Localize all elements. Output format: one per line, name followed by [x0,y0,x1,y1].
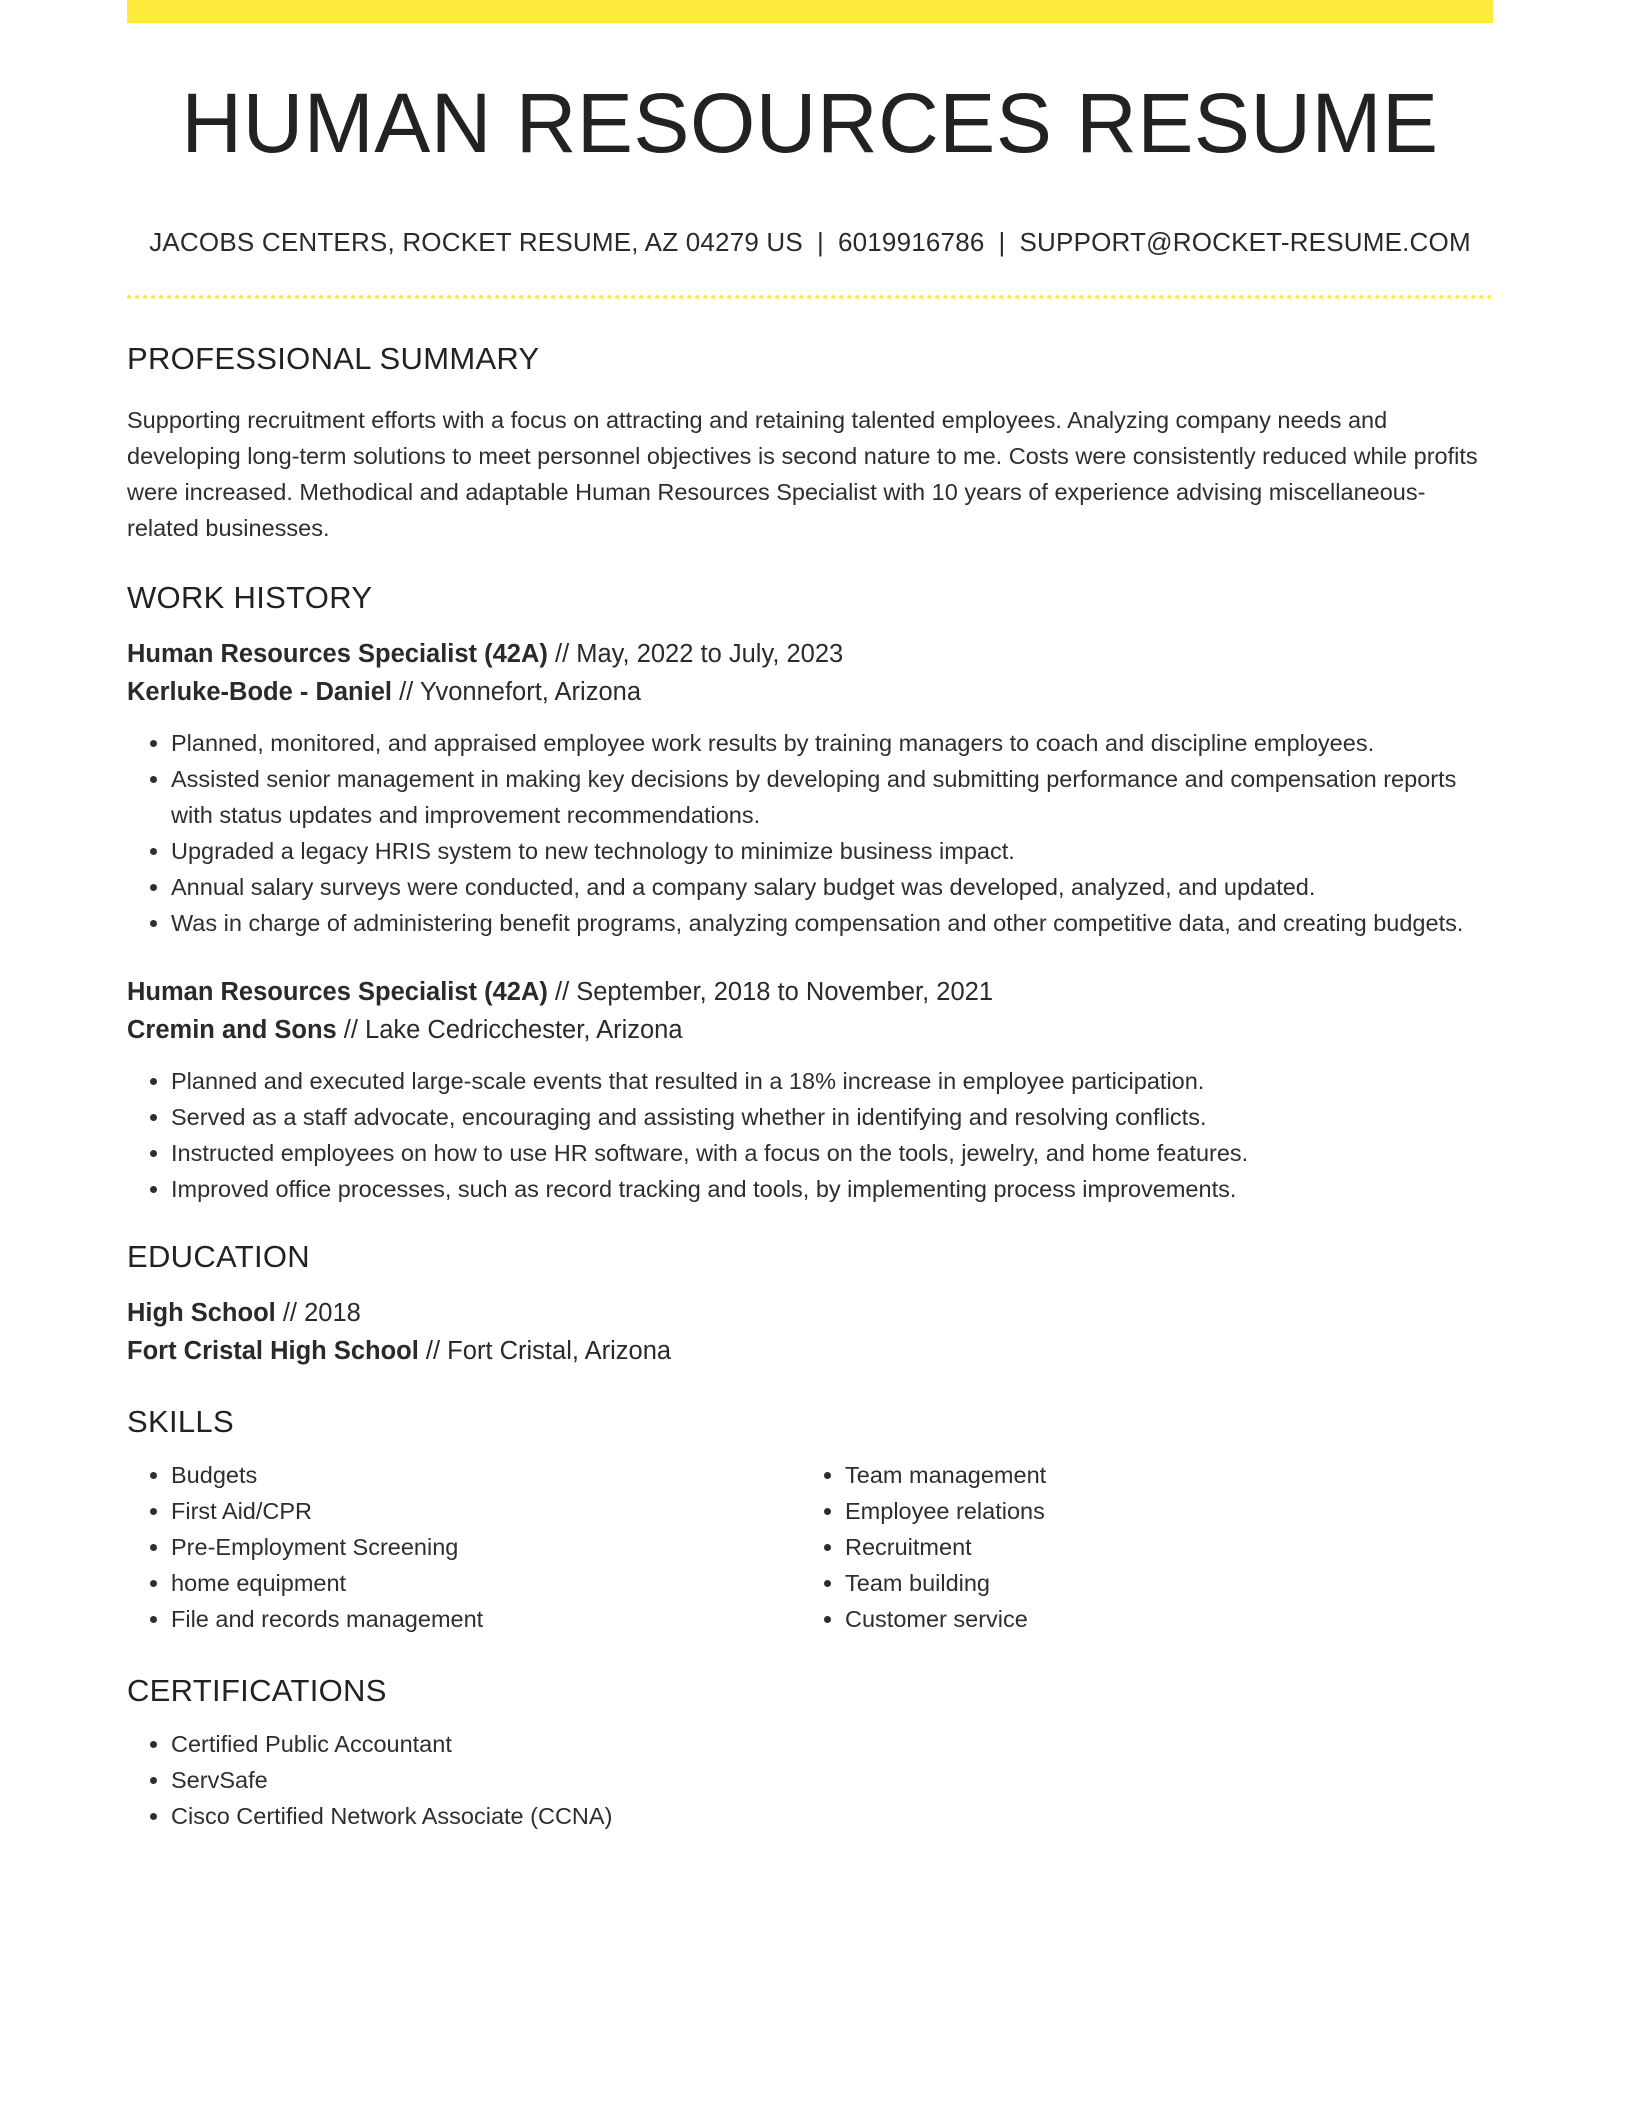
education-location: // Fort Cristal, Arizona [418,1337,672,1365]
list-item: • First Aid/CPR [171,1493,801,1529]
resume-title: HUMAN RESOURCES RESUME [181,76,1439,170]
section-title-skills: SKILLS [127,1404,234,1439]
list-item: • Customer service [845,1601,1475,1637]
education-year: // 2018 [275,1299,361,1327]
list-item: • Budgets [171,1457,801,1493]
certifications-list [127,1726,1493,1834]
contact-address: JACOBS CENTERS, ROCKET RESUME, AZ 04279 US [149,227,803,257]
top-accent-bar [127,0,1493,23]
job-entry [127,973,1493,1207]
list-item: • Was in charge of administering benefit programs, analyzing compensation and other competitive data, and creating budgets. [171,905,1493,941]
list-item: • Annual salary surveys were conducted, and a company salary budget was developed, analyzed, and updated. [171,869,1493,905]
contact-phone: 6019916786 [837,227,985,257]
job-company-line [127,673,1493,711]
list-item: • Team building [845,1565,1475,1601]
list-item: • Team management [845,1457,1475,1493]
job-dates: // September, 2018 to November, 2021 [547,978,994,1006]
section-title-work: WORK HISTORY [127,580,373,615]
list-item: • Planned, monitored, and appraised employee work results by training managers to coach and discipline employees. [171,725,1493,761]
skills-list-right [801,1457,1475,1637]
summary-text: Supporting recruitment efforts with a focus on attracting and retaining talented employees. Analyzing company needs and developing long-term solutions to meet personnel objectives is second nature to me. Costs were consistently reduced while profits were increased. Methodical and adaptable Human Resources Specialist with 10 years of experience advising miscellaneous-related businesses. [127,407,1478,541]
job-entry [127,635,1493,941]
education-degree-line [127,1294,1493,1332]
education-entry [127,1294,1493,1370]
resume-page [127,0,1493,1834]
dotted-divider [127,295,1493,299]
list-item: • ServSafe [171,1762,1493,1798]
list-item: • Recruitment [845,1529,1475,1565]
job-company: Kerluke-Bode - Daniel [127,678,392,706]
job-bullets [127,725,1493,941]
section-title-summary: PROFESSIONAL SUMMARY [127,341,540,376]
section-title-education: EDUCATION [127,1239,310,1274]
list-item: • Assisted senior management in making key decisions by developing and submitting performance and compensation reports with status updates and improvement recommendations. [171,761,1493,833]
job-company-line [127,1011,1493,1049]
list-item: • Instructed employees on how to use HR software, with a focus on the tools, jewelry, and home features. [171,1135,1493,1171]
list-item: • File and records management [171,1601,801,1637]
job-dates: // May, 2022 to July, 2023 [547,640,844,668]
job-location: // Yvonnefort, Arizona [391,678,642,706]
skills-grid [127,1457,1493,1637]
list-item: • Improved office processes, such as record tracking and tools, by implementing process improvements. [171,1171,1493,1207]
list-item: • Certified Public Accountant [171,1726,1493,1762]
education-degree: High School [127,1299,276,1327]
job-role: Human Resources Specialist (42A) [127,640,548,668]
section-title-certifications: CERTIFICATIONS [127,1673,387,1708]
education-school: Fort Cristal High School [127,1337,419,1365]
skills-list-left [127,1457,801,1637]
job-location: // Lake Cedricchester, Arizona [336,1016,683,1044]
list-item: • home equipment [171,1565,801,1601]
job-role-line [127,635,1493,673]
contact-line [127,229,1493,255]
education-school-line [127,1332,1493,1370]
contact-separator: | [816,227,824,257]
list-item: • Employee relations [845,1493,1475,1529]
contact-separator: | [998,227,1006,257]
list-item: • Upgraded a legacy HRIS system to new technology to minimize business impact. [171,833,1493,869]
job-role-line [127,973,1493,1011]
list-item: • Planned and executed large-scale events that resulted in a 18% increase in employee participation. [171,1063,1493,1099]
list-item: • Served as a staff advocate, encouraging and assisting whether in identifying and resolving conflicts. [171,1099,1493,1135]
list-item: • Cisco Certified Network Associate (CCNA) [171,1798,1493,1834]
contact-email: SUPPORT@ROCKET-RESUME.COM [1019,227,1471,257]
job-role: Human Resources Specialist (42A) [127,978,548,1006]
list-item: • Pre-Employment Screening [171,1529,801,1565]
job-bullets [127,1063,1493,1207]
job-company: Cremin and Sons [127,1016,337,1044]
